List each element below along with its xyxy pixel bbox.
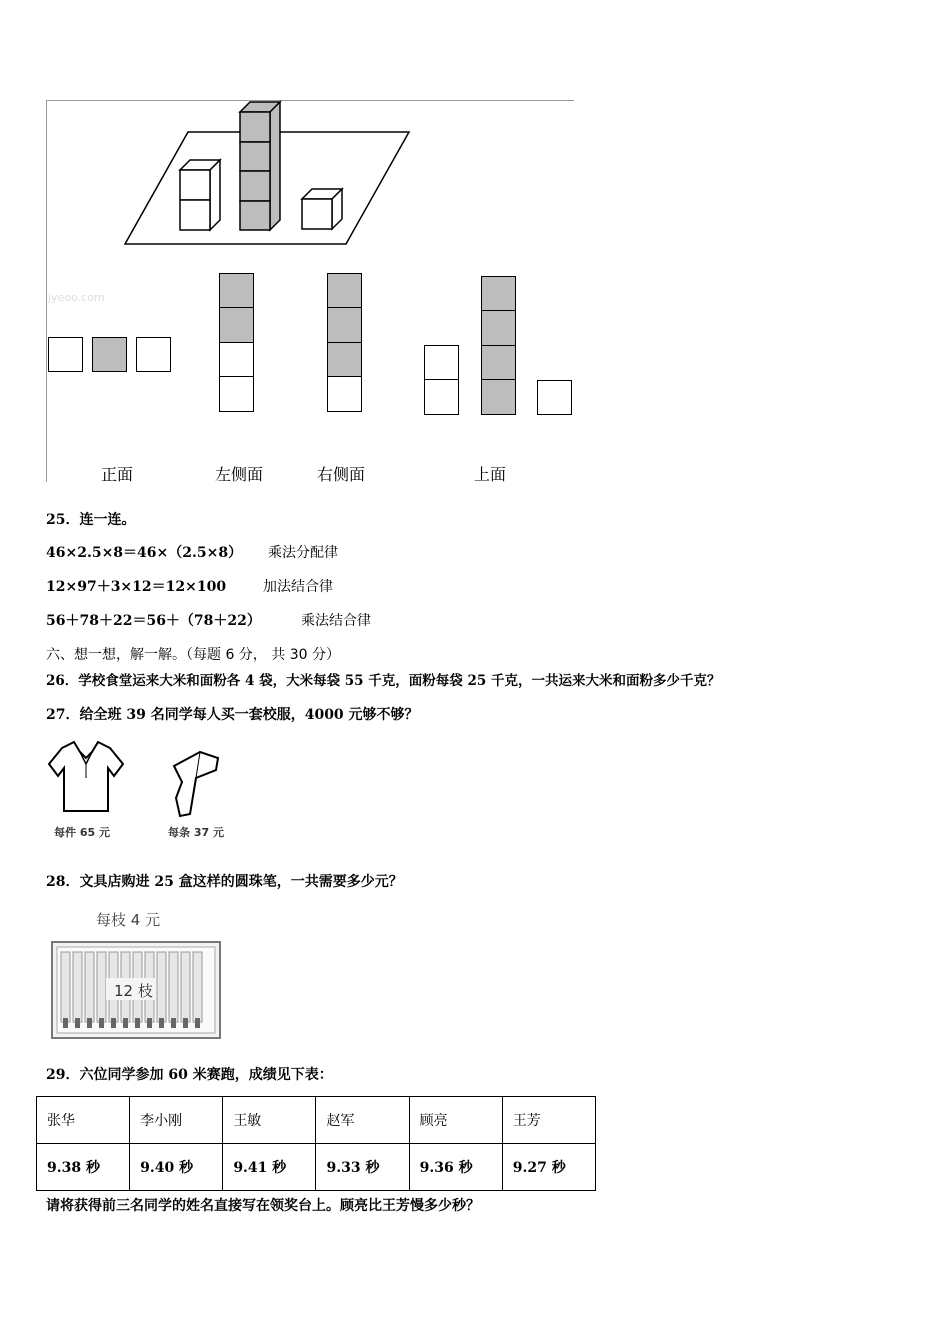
view-square (219, 376, 254, 412)
view-square (424, 379, 459, 415)
q26-text: 26．学校食堂运来大米和面粉各 4 袋，大米每袋 55 千克，面粉每袋 25 千克，一共运来大米和面粉多少千克？ (46, 673, 721, 689)
table-cell-name: 顾亮 (409, 1097, 502, 1144)
label-left-view: 左侧面 (215, 465, 264, 484)
table-cell-name: 王芳 (502, 1097, 595, 1144)
q29-text: 29．六位同学参加 60 米赛跑，成绩见下表： (46, 1067, 333, 1083)
q25-expression: 56＋78＋22＝56＋（78＋22） (46, 613, 261, 629)
q29-question: 请将获得前三名同学的姓名直接写在领奖台上。顾亮比王芳慢多少秒？ (46, 1198, 480, 1214)
label-top-view: 上面 (474, 465, 507, 484)
table-cell-time: 9.36 秒 (409, 1144, 502, 1191)
pen-price-label: 每枝 4 元 (96, 911, 161, 929)
table-cell-time: 9.38 秒 (37, 1144, 130, 1191)
table-row-names (37, 1097, 596, 1144)
view-square-gray (327, 307, 362, 343)
q25-expression: 46×2.5×8＝46×（2.5×8） (46, 545, 243, 561)
pen-box-count-label: 12 枝 (114, 982, 153, 1000)
table-cell-time: 9.41 秒 (223, 1144, 316, 1191)
view-square-gray (481, 345, 516, 380)
q25-expression: 12×97＋3×12＝12×100 (46, 579, 227, 595)
view-square-gray (219, 273, 254, 308)
q25-law: 加法结合律 (263, 579, 333, 595)
view-square-gray (481, 379, 516, 415)
table-cell-name: 张华 (37, 1097, 130, 1144)
watermark: jyeoo.com (48, 291, 105, 304)
label-front-view: 正面 (101, 465, 134, 484)
view-square (48, 337, 83, 372)
q25-law: 乘法结合律 (301, 613, 371, 629)
table-cell-time: 9.33 秒 (316, 1144, 409, 1191)
pants-illustration (166, 748, 226, 820)
q25-title: 25．连一连。 (46, 512, 136, 528)
view-square (219, 342, 254, 377)
section-title: 六、想一想，解一解。（每题 6 分， 共 30 分） (46, 647, 340, 663)
view-square (424, 345, 459, 380)
race-results-table (36, 1096, 596, 1191)
table-cell-time: 9.27 秒 (502, 1144, 595, 1191)
view-square-gray (327, 273, 362, 308)
view-square-gray (481, 276, 516, 311)
view-square (327, 376, 362, 412)
label-right-view: 右侧面 (317, 465, 366, 484)
block-3d-drawing (0, 0, 600, 260)
q27-text: 27．给全班 39 名同学每人买一套校服，4000 元够不够？ (46, 707, 419, 723)
table-cell-name: 王敏 (223, 1097, 316, 1144)
q25-law: 乘法分配律 (268, 545, 338, 561)
pants-price-caption: 每条 37 元 (168, 826, 224, 839)
view-square (136, 337, 171, 372)
q28-text: 28．文具店购进 25 盒这样的圆珠笔，一共需要多少元？ (46, 874, 403, 890)
view-square-gray (219, 307, 254, 343)
shirt-price-caption: 每件 65 元 (54, 826, 110, 839)
table-row-times (37, 1144, 596, 1191)
table-cell-name: 李小刚 (130, 1097, 223, 1144)
view-square (537, 380, 572, 415)
view-square-gray (327, 342, 362, 377)
view-square-gray (92, 337, 127, 372)
view-square-gray (481, 310, 516, 346)
table-cell-name: 赵军 (316, 1097, 409, 1144)
shirt-illustration (46, 738, 126, 816)
table-cell-time: 9.40 秒 (130, 1144, 223, 1191)
